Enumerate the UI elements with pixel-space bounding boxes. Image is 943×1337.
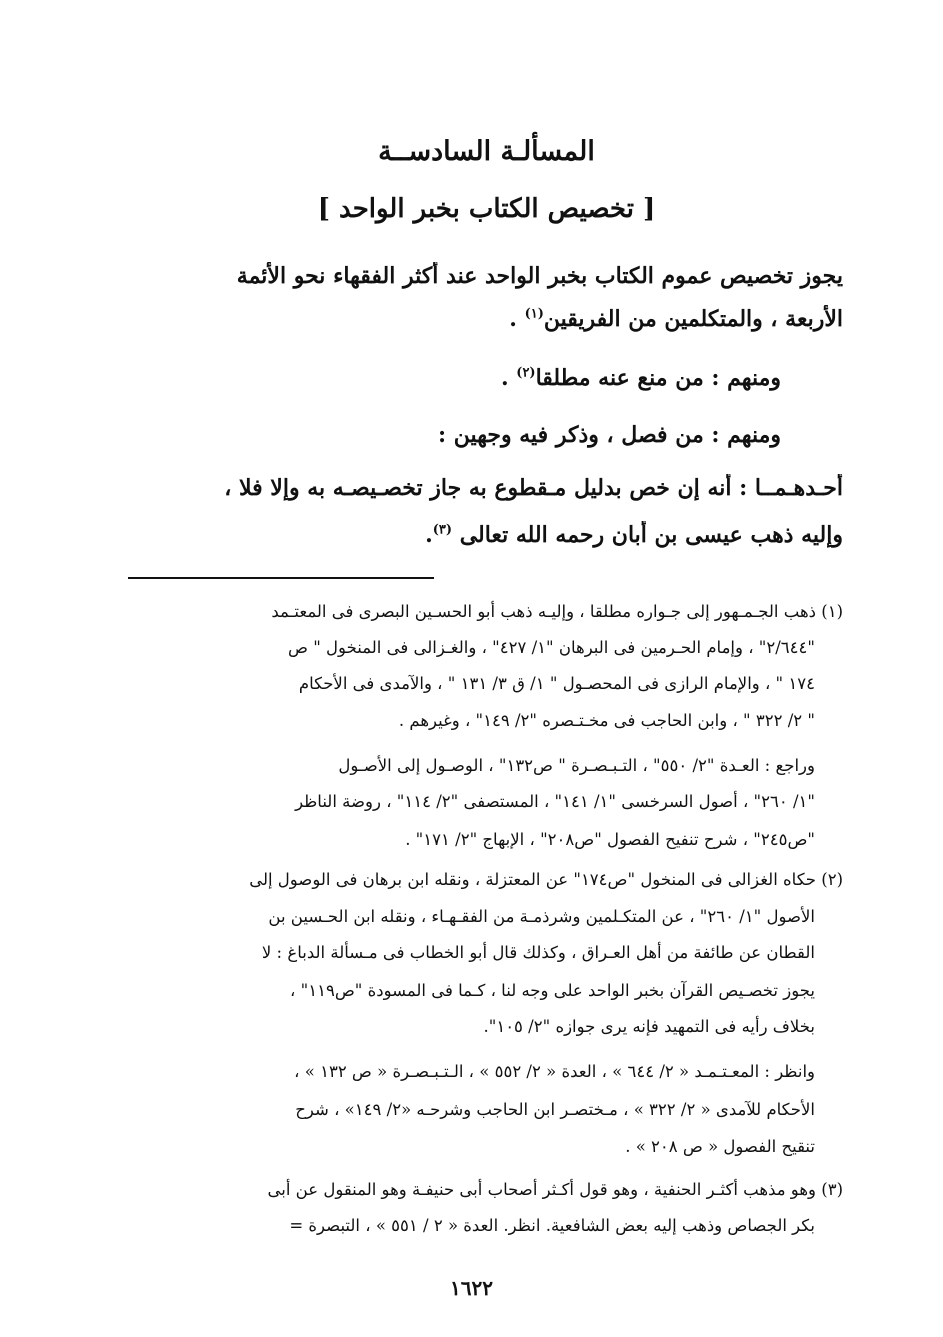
paragraph-line: ومنهم : من منع عنه مطلقا$^{(٢)}$ . bbox=[500, 365, 781, 391]
footnote-line: يجوز تخصـيص القرآن بخبر الواحد على وجه لنا ، كـما فى المسودة "ص١١٩" ، bbox=[290, 981, 815, 1000]
footnote-divider bbox=[128, 577, 434, 579]
footnote-line: (١) ذهب الجـمـهور إلى جـواره مطلقا ، وإليـه ذهب أبو الحسـين البصرى فى المعتـمد bbox=[271, 602, 843, 621]
footnote-line: الأحكام للآمدى « ٢/ ٣٢٢ » ، مـختصـر ابن الحاجب وشرحـه «٢/ ١٤٩» ، شرح bbox=[295, 1100, 815, 1119]
footnote-line: "١/ ٢٦٠" ، أصول السرخسى "١/ ١٤١" ، المستصفى "٢/ ١١٤" ، روضة الناظر bbox=[295, 792, 815, 811]
paragraph-line: وإليه ذهب عيسى بن أبان رحمه الله تعالى $^{(٣)}$. bbox=[425, 522, 843, 548]
paragraph-line: يجوز تخصيص عموم الكتاب بخبر الواحد عند أكثر الفقهاء نحو الأئمة bbox=[236, 263, 843, 289]
page-heading: المسألـة السادســة bbox=[378, 136, 595, 167]
footnote-ref: (١) bbox=[524, 306, 544, 322]
footnote-line: ١٧٤ " ، والإمام الرازى فى المحصـول " ١/ ق ٣/ ١٣١ " ، والآمدى فى الأحكام bbox=[298, 674, 815, 693]
section-subheading: [ تخصيص الكتاب بخبر الواحد ] bbox=[317, 194, 656, 224]
footnote-line: (٣) وهو مذهب أكثـر الحنفية ، وهو قول أكـثر أصحاب أبى حنيفـة وهو المنقول عن أبى bbox=[267, 1180, 843, 1199]
footnote-line: " ٢/ ٣٢٢ " ، وابن الحاجب فى مخـتـصره "٢/ ١٤٩" ، وغيرهم . bbox=[398, 711, 815, 730]
footnote-line: بكر الجصاص وذهب إليه بعض الشافعية. انظر. العدة « ٢ / ٥٥١ » ، التبصرة = bbox=[289, 1216, 815, 1235]
footnote-line: الأصول "١/ ٢٦٠" ، عن المتكـلمين وشرذمـة من الفقـهـاء ، ونقله ابن الحـسين بن bbox=[268, 907, 815, 926]
footnote-ref: (٢) bbox=[516, 365, 536, 381]
footnote-line: القطان عن طائفة من أهل العـراق ، وكذلك قال أبو الخطاب فى مـسألة الدباغ : لا bbox=[261, 943, 815, 962]
footnote-ref: (٣) bbox=[432, 522, 453, 538]
footnote-line: بخلاف رأيه فى التمهيد فإنه يرى جوازه "٢/ ١٠٥". bbox=[483, 1017, 815, 1036]
paragraph-line: الأربعة ، والمتكلمين من الفريقين$^{(١)}$ . bbox=[509, 306, 843, 332]
page-number: ١٦٢٢ bbox=[450, 1276, 493, 1300]
footnote-line: "ص٢٤٥" ، شرح تنفيح الفصول "ص٢٠٨" ، الإبهاج "٢/ ١٧١" . bbox=[405, 830, 815, 849]
footnote-line: "٢/٦٤٤" ، وإمام الحـرمين فى البرهان "١/ ٤٢٧" ، والغـزالى فى المنخول " ص bbox=[288, 638, 815, 657]
paragraph-line: ومنهم : من فصل ، وذكر فيه وجهين : bbox=[438, 422, 781, 448]
footnote-line: تنقيح الفصول « ص ٢٠٨ » . bbox=[625, 1137, 815, 1156]
footnote-line: (٢) حكاه الغزالى فى المنخول "ص١٧٤" عن المعتزلة ، ونقله ابن برهان فى الوصول إلى bbox=[249, 870, 843, 889]
footnote-line: وراجع : العـدة "٢/ ٥٥٠" ، التـبـصـرة " ص١٣٢" ، الوصـول إلى الأصـول bbox=[338, 756, 815, 775]
paragraph-line: أحـدهـمــا : أنه إن خص بدليل مـقطوع به جاز تخصـيصـه به وإلا فلا ، bbox=[224, 475, 843, 501]
footnote-line: وانظر : المعـتـمـد « ٢/ ٦٤٤ » ، العدة « ٢/ ٥٥٢ » ، الـتـبـصـرة « ص ١٣٢ » ، bbox=[294, 1062, 815, 1081]
